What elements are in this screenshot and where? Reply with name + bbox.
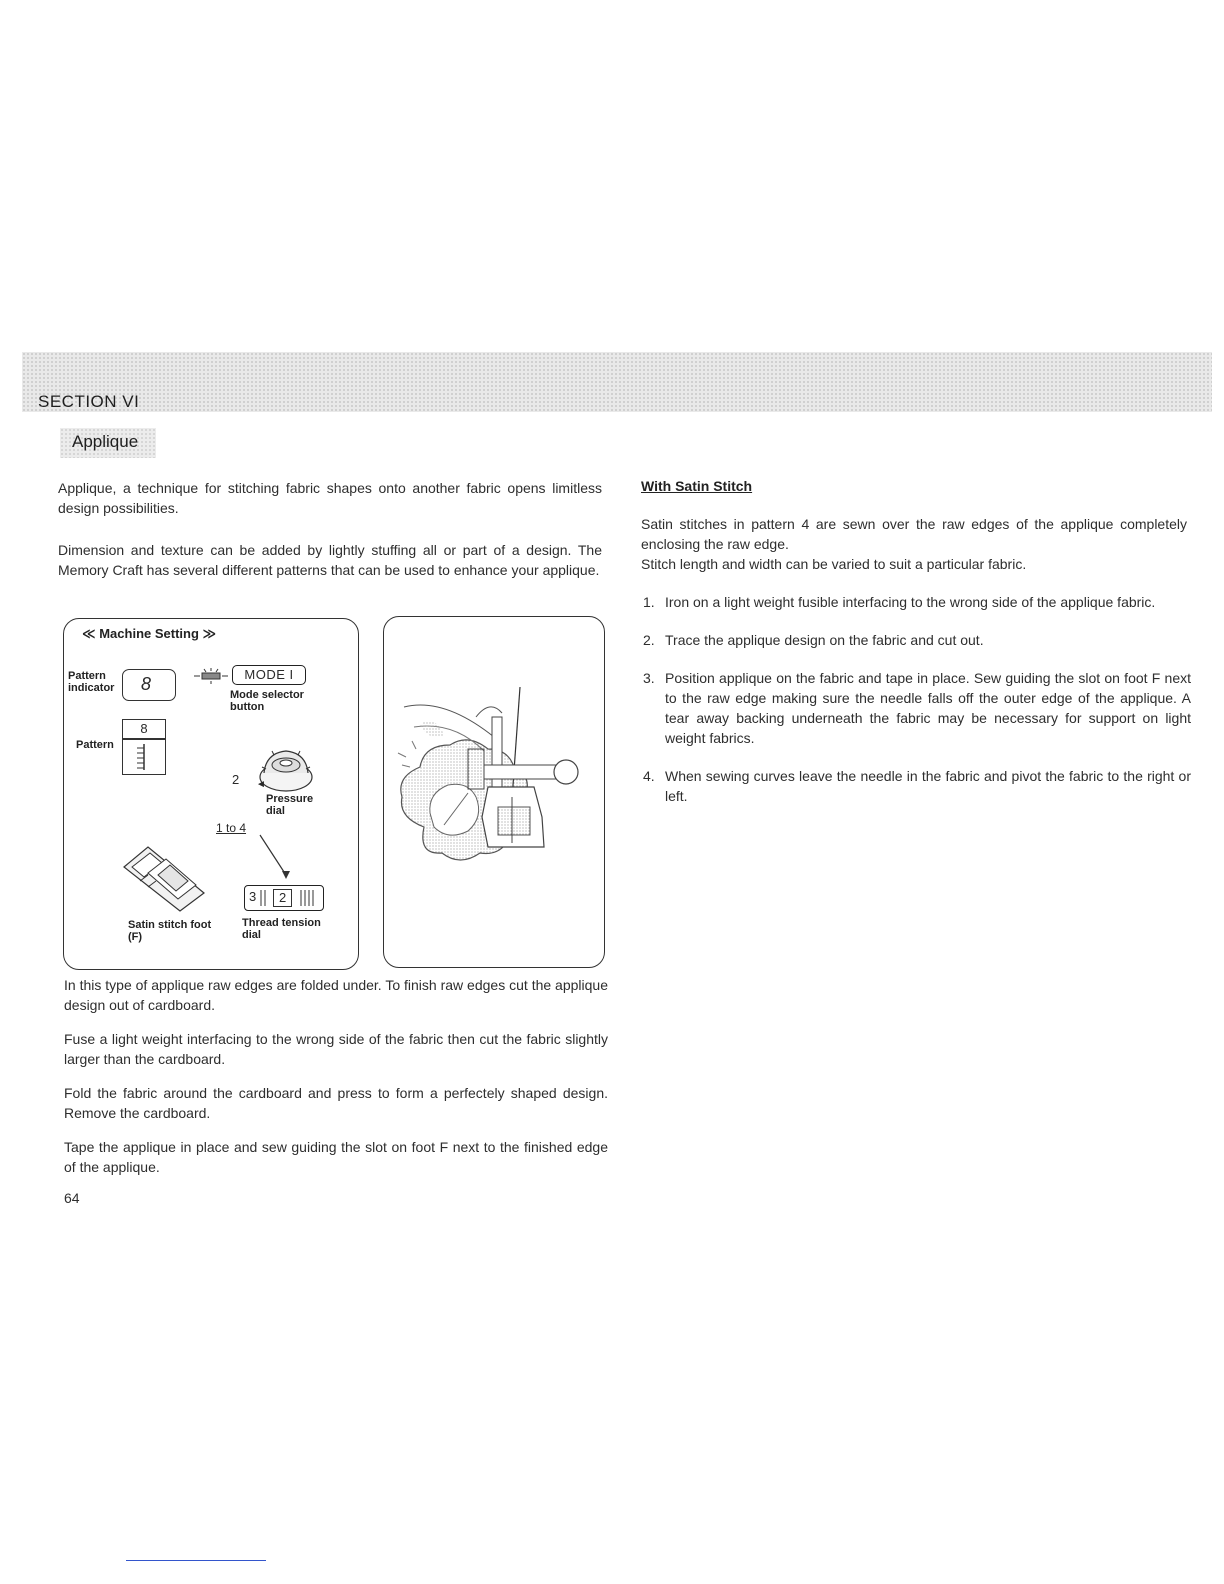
pressure-value: 2 (232, 772, 240, 787)
step-text: Position applique on the fabric and tape in place. Sew guiding the slot on foot F next to the raw edge making sure the needle falls off the outer edge of the applique. A tear away backing underneath the fabric may be necessary for support on light weight fabrics. (665, 670, 1191, 746)
pattern-indicator-label: Pattern indicator (68, 670, 115, 694)
pattern-number-box: 8 (122, 719, 166, 739)
pressure-arrow-icon: ◄ (256, 779, 266, 790)
list-item (643, 592, 1191, 612)
intro-paragraph-1: Applique, a technique for stitching fabric shapes onto another fabric opens limitless design possibilities. (58, 480, 602, 516)
section-header-band (22, 352, 1212, 412)
satin-intro-1: Satin stitches in pattern 4 are sewn over the raw edges of the applique completely enclosing the raw edge. (641, 516, 1187, 552)
mode-selector-label: Mode selector button (230, 689, 304, 713)
thread-tension-dial (244, 885, 324, 911)
step-number: 4. (643, 768, 655, 784)
applique-illustration-panel (383, 616, 605, 968)
pattern-label: Pattern (76, 739, 114, 751)
list-item (643, 766, 1191, 806)
satin-intro-2: Stitch length and width can be varied to suit a particular fabric. (641, 556, 1027, 572)
satin-stitch-foot-icon (118, 841, 210, 913)
tension-dial-left-value: 3 (249, 889, 257, 904)
thread-tension-label: Thread tension dial (242, 917, 321, 941)
pattern-indicator-value: 8 (141, 674, 152, 694)
tension-dial-center-value: 2 (273, 889, 292, 907)
mode-button: MODE I (232, 665, 306, 685)
pressure-dial-icon (256, 741, 316, 799)
step-text: Trace the applique design on the fabric and cut out. (665, 632, 984, 648)
machine-setting-panel (63, 618, 359, 970)
machine-setting-title: ≪ Machine Setting ≫ (82, 626, 217, 641)
pattern-stitch-icon (122, 739, 166, 775)
applique-sewing-illustration (384, 617, 604, 967)
step-text: When sewing curves leave the needle in the fabric and pivot the fabric to the right or left. (665, 768, 1191, 804)
list-item (643, 630, 1191, 650)
satin-steps-list (643, 592, 1191, 824)
intro-paragraph-2: Dimension and texture can be added by lightly stuffing all or part of a design. The Memory Craft has several different patterns that can be used to enhance your applique. (58, 542, 602, 578)
tension-pointer-line (254, 833, 294, 883)
step-number: 3. (643, 670, 655, 686)
subsection-heading-box (60, 428, 156, 458)
subsection-title: Applique (72, 432, 139, 451)
pressure-dial-label: Pressure dial (266, 793, 314, 817)
folded-paragraph-1: In this type of applique raw edges are folded under. To finish raw edges cut the applique design out of cardboard. (64, 977, 608, 1013)
page-number: 64 (64, 1190, 80, 1206)
step-number: 1. (643, 594, 655, 610)
tension-range: 1 to 4 (216, 821, 247, 835)
step-text: Iron on a light weight fusible interfacing to the wrong side of the applique fabric. (665, 594, 1156, 610)
section-title: SECTION VI (38, 392, 140, 411)
satin-stitch-heading: With Satin Stitch (641, 478, 753, 494)
list-item (643, 668, 1191, 748)
folded-paragraph-2: Fuse a light weight interfacing to the wrong side of the fabric then cut the fabric slightly larger than the cardboard. (64, 1031, 608, 1067)
footer-rule (126, 1560, 266, 1561)
pattern-indicator-display (122, 669, 176, 701)
folded-paragraph-3: Fold the fabric around the cardboard and press to form a perfectely shaped design. Remove the cardboard. (64, 1085, 608, 1121)
folded-paragraph-4: Tape the applique in place and sew guiding the slot on foot F next to the finished edge of the applique. (64, 1139, 608, 1175)
satin-stitch-foot-label: Satin stitch foot (F) (128, 919, 212, 943)
mode-lamp-icon (192, 667, 232, 685)
step-number: 2. (643, 632, 655, 648)
